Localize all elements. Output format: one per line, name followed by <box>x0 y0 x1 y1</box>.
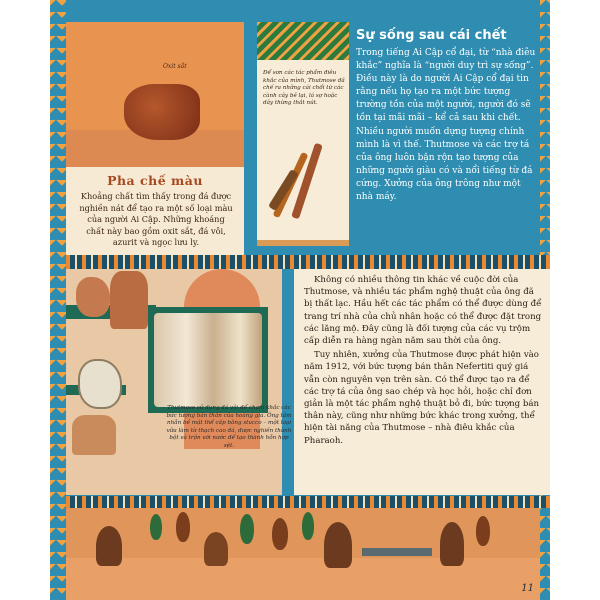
plant-3 <box>240 514 254 544</box>
sculpture-workshop-panel <box>66 269 292 495</box>
iron-oxide-rock <box>124 84 200 140</box>
mural-floor <box>66 558 540 600</box>
history-para-1: Không có nhiều thông tin khác về cuộc đời của Thutmose, và nhiều tác phẩm nghệ thuật của ông đã bị thất lạc. Hầu hết các tác phẩm có thể được dùng để trang trí nhà của chủ nhân hoặc có thể được đặt trong các lăng mộ. Đây cũng là đối tượng của các vụ trộm cấp diễn ra hàng ngàn năm sau thời của ông. <box>304 275 542 347</box>
worker-figure-4 <box>440 522 464 566</box>
worker-figure-1 <box>96 526 122 566</box>
sculpted-bust-2 <box>72 415 116 455</box>
pigments-title: Pha chế màu <box>107 173 203 188</box>
workshop-mural <box>66 508 540 600</box>
brushes-panel <box>257 22 349 246</box>
pigments-body: Khoảng chất tìm thấy trong đá được nghiền nát để tạo ra một số loại màu của người Ai Cập. Những khoáng chất này bao gồm oxit sắt, đá vôi, azurit và ngọc lưu ly. <box>79 191 233 248</box>
plant-4 <box>272 518 288 550</box>
pigments-cream-box <box>66 167 244 266</box>
bottom-pattern-band <box>66 496 550 508</box>
sculpted-bust-1 <box>110 271 148 329</box>
afterlife-text-block <box>356 28 538 204</box>
limestone-crystal <box>154 313 262 407</box>
afterlife-body: Trong tiếng Ai Cập cổ đại, từ “nhà điêu khắc” nghĩa là “người duy trì sự sống”. Điều này là do người Ai Cập cổ đại tin rằng nếu họ tạo ra một bức tượng trường tồn của một người, người đó sẽ tồn tại mãi mãi – kể cả sau khi chết. Nhiều người muốn dựng tượng chính mình là vì thế. Thutmose và các trợ tá của ông luôn bận rộn tạo tượng của những người giàu có và nổi tiếng từ đá cứng. Xưởng của ông trông như một nhà máy. <box>356 48 536 203</box>
mural-table <box>362 548 432 556</box>
history-para-2: Tuy nhiên, xưởng của Thutmose được phát hiện vào năm 1912, với bức tượng bán thân Nefertiti quý giá vẫn còn nguyên vẹn trên sàn. Có thể được tạo ra để các trợ tá của ông sao chép và học hỏi, hoặc chỉ đơn giản là một tác phẩm nghệ thuật bỏ đi, bức tượng bán thân này, cũng như những bức khác trong xưởng, thể hiện tài năng của Thutmose – nhà điêu khắc của Pharaoh. <box>304 350 540 446</box>
plant-2 <box>176 512 190 542</box>
afterlife-title: Sự sống sau cái chết <box>356 28 507 43</box>
history-text-block <box>304 274 544 447</box>
plant-1 <box>150 514 162 540</box>
page-number: 11 <box>521 583 534 594</box>
brushes-caption: Để sơn các tác phẩm điêu khắc của mình, Thutmose đã chế ra những cái chổi từ các cành cây bẻ lại, lá sợ hoặc dây thừng thắt nút. <box>263 70 345 107</box>
plant-6 <box>476 516 490 546</box>
sculpted-head-1 <box>76 277 110 317</box>
worker-figure-2 <box>204 532 228 566</box>
rock-label: Oxit sắt <box>163 63 187 70</box>
middle-pattern-band <box>66 255 550 269</box>
left-zigzag-border <box>50 0 66 600</box>
book-page <box>50 0 550 600</box>
worker-figure-3 <box>324 522 352 568</box>
plant-5 <box>302 512 314 540</box>
brushes-bottom-edge <box>257 240 349 246</box>
pigments-panel <box>66 22 244 266</box>
sculpted-head-2 <box>78 359 122 409</box>
brushes-zigzag-header <box>257 22 349 60</box>
limestone-caption: Thutmose sử dụng đá vôi để chạm khắc các bức tượng bản thân của hoàng gia. Ông tầm nhẫn bề mặt thể cấp bằng stucco – một loại vữa làm từ thạch cao đá, được nghiền thành bột và trộn với nước để tạo thành hỗn hợp sệt. <box>166 405 292 449</box>
